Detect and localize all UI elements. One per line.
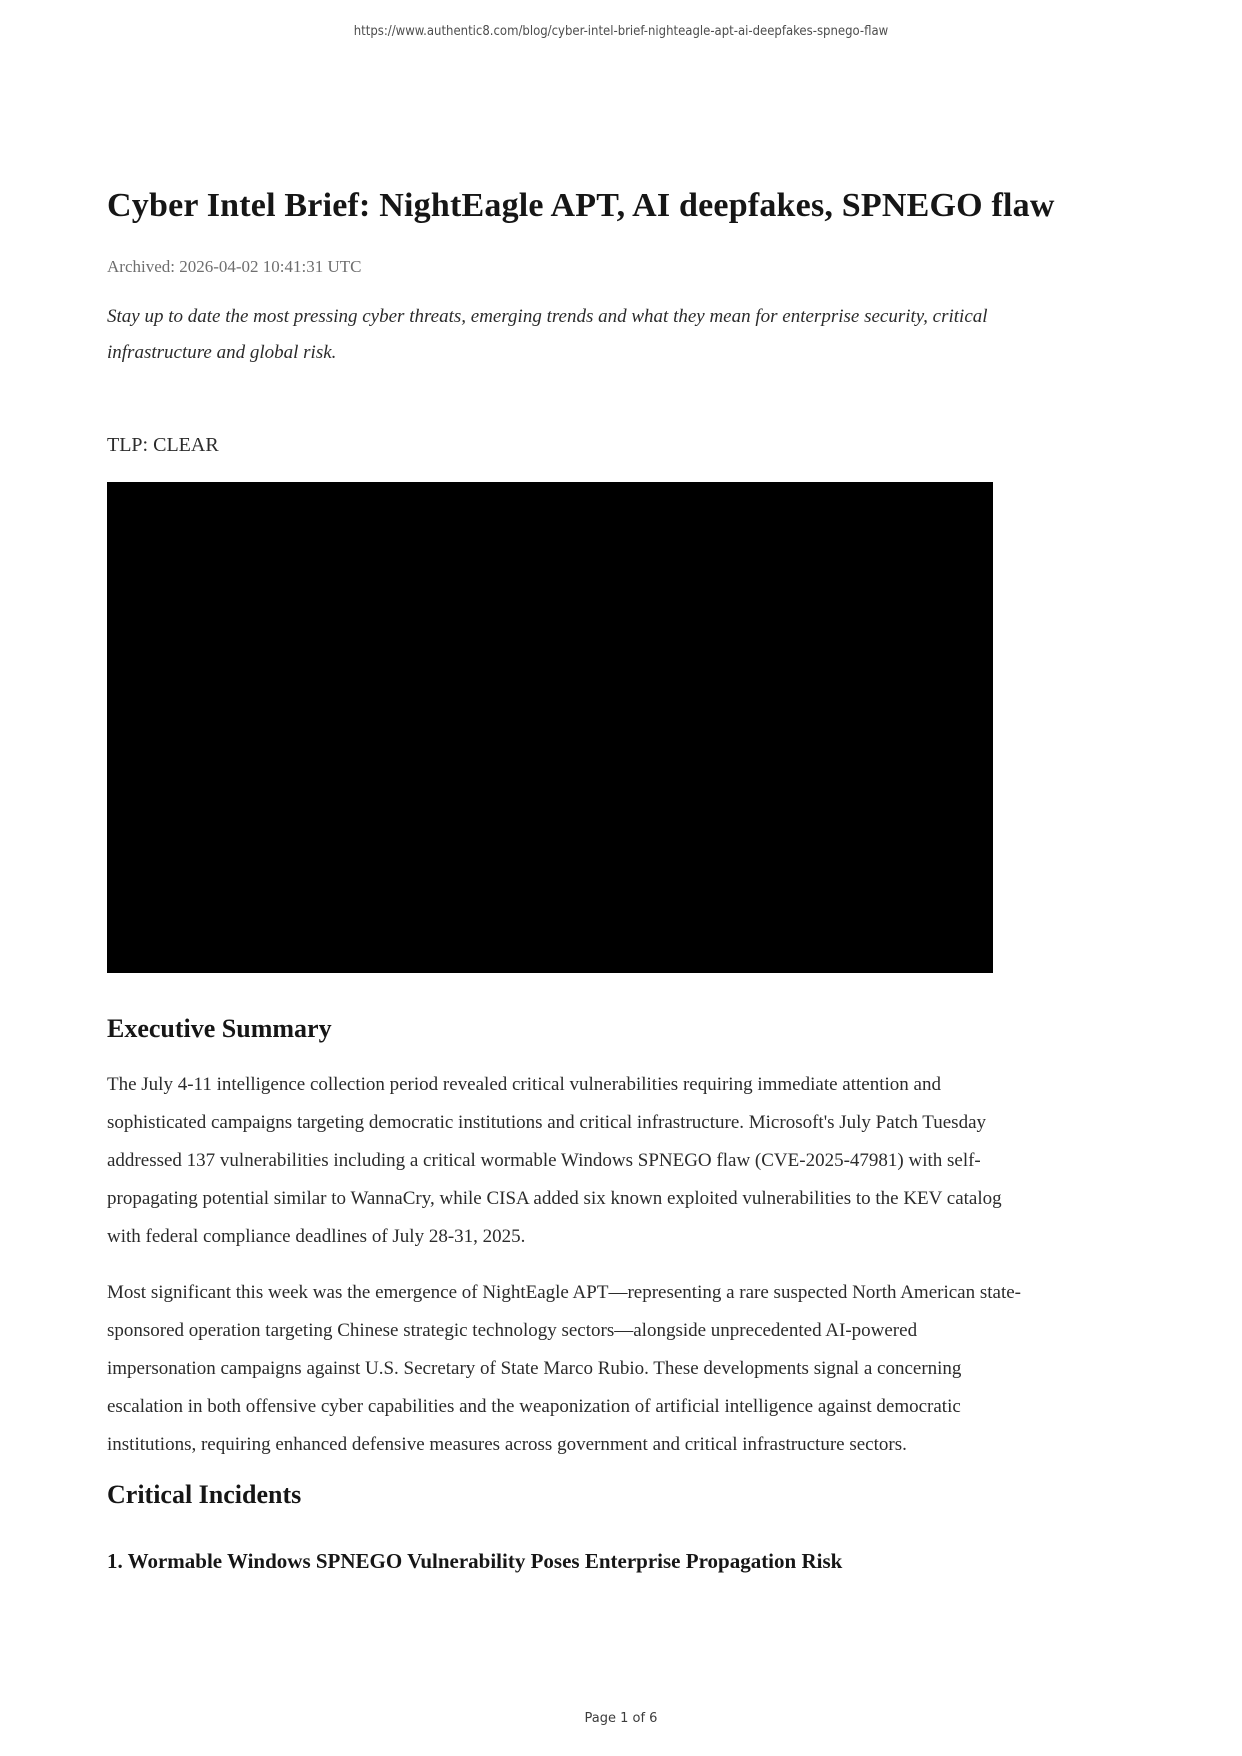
archived-timestamp: Archived: 2026-04-02 10:41:31 UTC [107,256,362,276]
article-hero-image [107,482,993,973]
critical-incidents-heading: Critical Incidents [107,1479,302,1509]
article-tagline: Stay up to date the most pressing cyber threats, emerging trends and what they mean for enterprise security, critical infrastructure and global risk. [107,305,988,363]
incident-1-heading: 1. Wormable Windows SPNEGO Vulnerability Poses Enterprise Propagation Risk [107,1549,843,1574]
page-title: Cyber Intel Brief: NightEagle APT, AI deepfakes, SPNEGO flaw [107,187,1055,224]
tlp-classification-label: TLP: CLEAR [107,433,219,456]
source-url: https://www.authentic8.com/blog/cyber-intel-brief-nighteagle-apt-ai-deepfakes-spnego-flaw [353,24,889,39]
executive-summary-paragraph-1: The July 4-11 intelligence collection period revealed critical vulnerabilities requiring immediate attention and sophisticated campaigns targeting democratic institutions and critical infrastructure. Microsoft's July Patch Tuesday addressed 137 vulnerabilities including a critical wormable Windows SPNEGO flaw (CVE-2025-47981) with self-propagating potential similar to WannaCry, while CISA added six known exploited vulnerabilities to the KEV catalog with federal compliance deadlines of July 28-31, 2025. [107,1073,1002,1247]
executive-summary-paragraph-2: Most significant this week was the emergence of NightEagle APT—representing a rare suspected North American state-sponsored operation targeting Chinese strategic technology sectors—alongside unprecedented AI-powered impersonation campaigns against U.S. Secretary of State Marco Rubio. These developments signal a concerning escalation in both offensive cyber capabilities and the weaponization of artificial intelligence against democratic institutions, requiring enhanced defensive measures across government and critical infrastructure sectors. [107,1281,1022,1455]
page-number: Page 1 of 6 [584,1711,658,1726]
executive-summary-heading: Executive Summary [107,1013,332,1043]
